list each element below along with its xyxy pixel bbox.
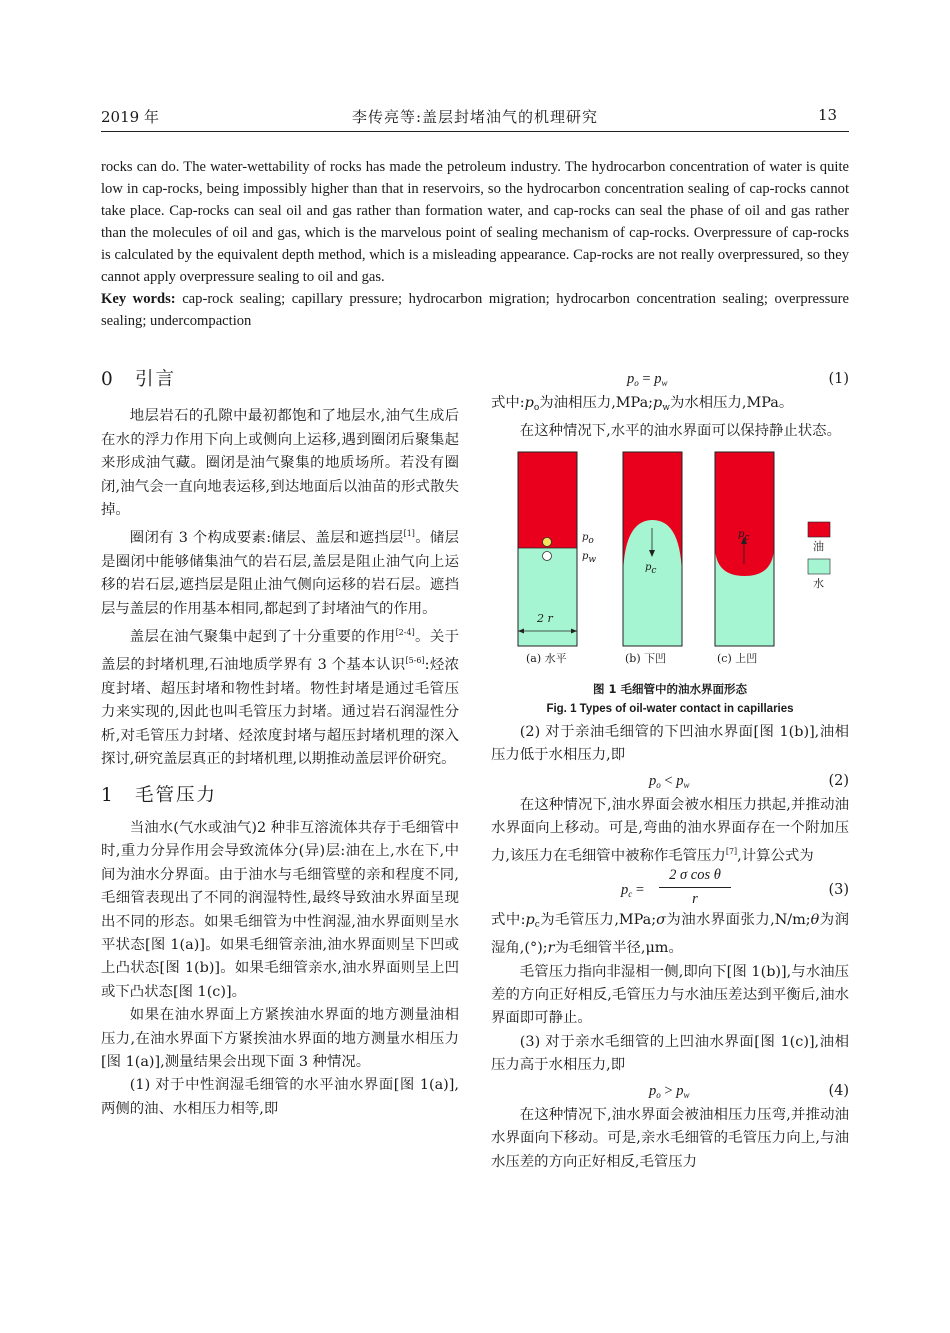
def3-theta: θ [810,911,820,928]
label-pc-c: $p_c$ [738,528,750,543]
right-paragraph-3 [491,794,849,869]
def1-o: o [533,403,540,413]
eq4-sub-w: w [683,1089,690,1100]
subfigure-a-label: (a) 水平 [526,651,567,665]
eq2-sub-o: o [656,779,661,790]
definition-3 [491,909,849,961]
section-0-title: 引言 [135,369,177,390]
eq1-operator: = [642,371,651,387]
eq3-p: p [621,881,629,898]
def3-a: 式中: [491,911,526,928]
header-year: 2019 年 [101,108,159,126]
def3-b: 为毛管压力,MPa; [539,911,657,928]
section-0-paragraph-3 [101,621,459,771]
def3-e: 为毛细管半径,μm。 [554,940,683,957]
label-po: $p_o$ [582,531,594,546]
section-0-paragraph-1: 地层岩石的孔隙中最初都饱和了地层水,油气生成后在水的浮力作用下向上或侧向上运移,遇到圈闭后聚集起来形成油气藏。圈闭是油气聚集的地质场所。若没有圈闭,油气会一直向地表运移,到达地面后以油苗的形式散失掉。 [101,408,459,519]
def1-w: w [662,403,670,413]
keywords-text: cap-rock sealing; capillary pressure; hydrocarbon migration; hydrocarbon concentration sealing; overpressure sealing; undercompaction [101,291,849,329]
subfigure-b-label: (b) 下凹 [625,651,667,665]
tube-a-oil [518,452,577,548]
tube-c-oil [715,452,774,576]
citation-2-4[interactable]: [2-4] [395,628,415,638]
header-title: 李传亮等:盖层封堵油气的机理研究 [352,108,599,126]
section-1-paragraph-3: (1) 对于中性润湿毛细管的水平油水界面[图 1(a)],两侧的油、水相压力相等,即 [101,1077,459,1117]
p2-text-b: 。储层是圈闭中能够储集油气的岩石层,盖层是阻止油气向上运移的岩石层,遮挡层是阻止油气侧向运移的岩石层。遮挡层与盖层的作用基本相同,都起到了封堵油气的作用。 [101,530,459,617]
citation-5-6[interactable]: [5-6] [405,656,425,666]
eq3-numerator: 2 σ cos θ [669,866,721,883]
def3-r: r [547,940,555,957]
figure-caption-en: Fig. 1 Types of oil-water contact in capillaries [546,702,794,715]
keywords [101,288,849,332]
legend-oil-label: 油 [813,539,824,553]
p3-text-c: :烃浓度封堵、超压封堵和物性封堵。物性封堵是通过毛管压力来实现的,因此也叫毛管压力封堵。通过岩石润湿性分析,对毛管压力封堵、烃浓度封堵与超压封堵机理的深入探讨,研究盖层真正的封堵机理,以期推动盖层评价研究。 [101,657,459,768]
eq3-sub-c: c [628,888,633,899]
figure-caption-zh: 图 1 毛细管中的油水界面形态 [592,681,747,696]
left-column [101,368,459,1121]
eq4-sub-o: o [656,1089,661,1100]
def3-p: p [525,911,535,928]
citation-7[interactable]: [7] [725,847,738,857]
eq3-denominator: r [692,890,698,907]
equation-2 [491,768,849,794]
legend-water-label: 水 [813,576,824,590]
header-page-number: 13 [818,106,838,124]
eq1-sub-o: o [634,378,639,388]
right-paragraph-4: 毛管压力指向非湿相一侧,即向下[图 1(b)],与水油压差的方向正好相反,毛管压力与水油压差达到平衡后,油水界面即可静止。 [491,963,849,1027]
eq1-sub-w: w [661,378,668,388]
abstract-text: rocks can do. The water-wettability of rocks has made the petroleum industry. The hydrocarbon concentration of water is quite low in cap-rocks, being impossibly higher than that in reservoirs, so the hydrocarbon concentration sealing of cap-rocks cannot take place. Cap-rocks can seal oil and gas rather than formation water, and cap-rocks can seal the phase of oil and gas rather than the molecules of oil and gas, which is the marvelous point of sealing mechanism of cap-rocks. Overpressure of cap-rocks is calculated by the equivalent depth method, which is a misleading appearance. Cap-rocks are not really overpressured, so they cannot apply overpressure sealing to oil and gas. [101,159,849,285]
definition-1 [491,392,849,420]
tube-b-water [623,520,682,646]
label-width: 2 r [537,611,553,625]
keywords-label: Key words: [101,291,176,307]
figure-1-diagram [491,450,849,675]
equation-4-number: (4) [828,1082,849,1099]
section-0-number: 0 [101,369,115,390]
label-pw: $p_w$ [582,550,597,565]
def1-p2: p [653,395,663,411]
eq4-p-right: p [676,1082,684,1099]
def3-d: 为润湿角,(°); [491,911,849,957]
right-column [491,366,849,1174]
equation-1 [491,366,849,392]
def1-p: p [524,395,534,411]
figure-1 [491,450,849,715]
def1-b: 为油相压力,MPa; [539,395,654,411]
equation-4 [491,1078,849,1104]
p3a: 在这种情况下,油水界面会被水相压力拱起,并推动油水界面向上移动。可是,弯曲的油水界面存在一个附加压力,该压力在毛细管中被称作毛管压力 [491,796,849,865]
eq2-p-left: p [649,772,657,789]
right-paragraph-5: (3) 对于亲水毛细管的上凹油水界面[图 1(c)],油相压力高于水相压力,即 [491,1033,849,1074]
water-pressure-point [543,551,552,560]
p3b: ,计算公式为 [737,848,814,865]
equation-3 [491,866,849,909]
section-1-paragraph-2: 如果在油水界面上方紧挨油水界面的地方测量油相压力,在油水界面下方紧挨油水界面的地方测量水相压力[图 1(a)],测量结果会出现下面 3 种情况。 [101,1007,459,1070]
abstract-block [101,156,849,332]
eq4-p-left: p [649,1082,657,1099]
right-paragraph-1: 在这种情况下,水平的油水界面可以保持静止状态。 [519,423,841,440]
equation-2-number: (2) [828,772,849,789]
eq2-p-right: p [676,772,684,789]
def3-sigma: σ [656,911,666,928]
header-divider [101,131,849,132]
p3-text-b: 。关于盖层的封堵机理,石油地质学界有 3 个基本认识 [101,629,459,674]
citation-1[interactable]: [1] [403,529,415,539]
section-0-heading [101,368,459,391]
equation-3-number: (3) [828,881,849,898]
right-paragraph-6: 在这种情况下,油水界面会被油相压力压弯,并推动油水界面向下移动。可是,亲水毛细管的毛管压力向上,与油水压差的方向正好相反,毛管压力 [491,1106,849,1170]
eq2-operator: < [664,772,673,789]
oil-pressure-point [543,537,552,546]
eq3-fraction-bar [659,887,731,888]
section-1-title: 毛管压力 [135,784,218,806]
eq1-p-right: p [654,371,662,387]
right-paragraph-2: (2) 对于亲油毛细管的下凹油水界面[图 1(b)],油相压力低于水相压力,即 [491,723,849,764]
p3-text-a: 盖层在油气聚集中起到了十分重要的作用 [129,629,396,646]
def3-c-text: 为油水界面张力,N/m; [665,911,811,928]
subfigure-c-label: (c) 上凹 [717,651,758,665]
eq3-equals: = [635,881,645,898]
label-pc-b: $p_c$ [645,561,657,576]
def1-a: 式中: [491,395,525,411]
section-1-paragraph-1: 当油水(气水或油气)2 种非互溶流体共存于毛细管中时,重力分异作用会导致流体分(异)层:油在上,水在下,中间为油水分界面。由于油水与毛细管壁的亲和程度不同,毛细管表现出了不同的润湿特性,最终导致油水界面呈现出不同的形态。如果毛细管为中性润湿,油水界面则呈水平状态[图 1(a)]。如果毛细管亲油,油水界面则呈下凹或上凸状态[图 1(b)]。如果毛细管亲水,油水界面则呈上凹或下凸状态[图 1(c)]。 [101,819,459,1000]
def1-c: 为水相压力,MPa。 [669,395,794,411]
eq4-operator: > [664,1082,673,1099]
legend-water-swatch [808,559,830,574]
eq2-sub-w: w [683,779,690,790]
eq1-p-left: p [627,371,635,387]
p2-text-a: 圈闭有 3 个构成要素:储层、盖层和遮挡层 [129,530,404,547]
equation-1-number: (1) [828,371,849,387]
section-1-number: 1 [101,784,115,806]
legend-oil-swatch [808,522,830,537]
section-0-paragraph-2 [101,522,459,621]
section-1-heading [101,784,459,807]
def3-c: c [534,919,540,930]
